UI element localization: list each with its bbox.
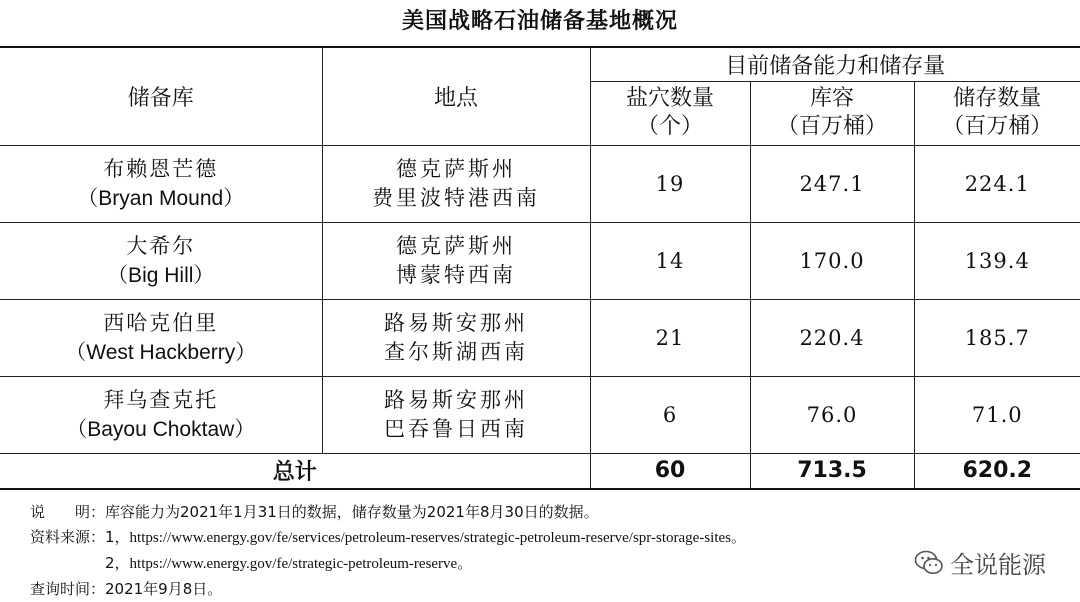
header-inventory-label: 储存数量 <box>915 85 1080 113</box>
location-detail: 费里波特港西南 <box>323 184 590 213</box>
cell-capacity: 76.0 <box>750 376 914 453</box>
cell-caverns: 14 <box>590 222 750 299</box>
header-inventory-unit: （百万桶） <box>915 113 1080 141</box>
header-caverns-label: 盐穴数量 <box>591 85 750 113</box>
cell-caverns: 21 <box>590 299 750 376</box>
footnotes <box>30 500 746 602</box>
location-detail: 查尔斯湖西南 <box>323 338 590 367</box>
spr-table <box>0 46 1080 490</box>
header-group: 目前储备能力和储存量 <box>590 47 1080 81</box>
note-source-1 <box>30 525 746 551</box>
header-caverns-unit: （个） <box>591 113 750 141</box>
cell-inventory: 71.0 <box>914 376 1080 453</box>
cell-capacity: 247.1 <box>750 145 914 222</box>
location-state: 德克萨斯州 <box>323 232 590 261</box>
location-state: 德克萨斯州 <box>323 155 590 184</box>
site-name <box>0 222 322 299</box>
page-title: 美国战略石油储备基地概况 <box>0 4 1080 35</box>
site-location <box>322 145 590 222</box>
site-location <box>322 376 590 453</box>
location-detail: 博蒙特西南 <box>323 261 590 290</box>
site-name <box>0 299 322 376</box>
cell-capacity: 170.0 <box>750 222 914 299</box>
cell-caverns: 19 <box>590 145 750 222</box>
header-caverns <box>590 81 750 145</box>
watermark-text: 全说能源 <box>950 545 1046 580</box>
cell-inventory: 139.4 <box>914 222 1080 299</box>
table-row <box>0 222 1080 299</box>
cell-inventory: 224.1 <box>914 145 1080 222</box>
wechat-icon <box>914 550 944 576</box>
site-name-cn: 大希尔 <box>0 232 322 261</box>
table-row <box>0 376 1080 453</box>
source-1-url: https://www.energy.gov/fe/services/petroleum-reserves/strategic-petroleum-reserve/spr-storage-sites。 <box>130 530 746 546</box>
site-name-en: （Big Hill） <box>0 261 322 290</box>
site-name-en: （Bryan Mound） <box>0 184 322 213</box>
header-location: 地点 <box>322 47 590 145</box>
total-caverns: 60 <box>590 453 750 489</box>
site-name-en: （West Hackberry） <box>0 338 322 367</box>
header-site: 储备库 <box>0 47 322 145</box>
table-row <box>0 145 1080 222</box>
header-capacity-label: 库容 <box>751 85 914 113</box>
location-detail: 巴吞鲁日西南 <box>323 415 590 444</box>
total-capacity: 713.5 <box>750 453 914 489</box>
site-location <box>322 299 590 376</box>
site-name-cn: 布赖恩芒德 <box>0 155 322 184</box>
total-row <box>0 453 1080 489</box>
site-name-cn: 西哈克伯里 <box>0 309 322 338</box>
header-capacity-unit: （百万桶） <box>751 113 914 141</box>
cell-caverns: 6 <box>590 376 750 453</box>
site-name-cn: 拜乌查克托 <box>0 386 322 415</box>
note-source-2 <box>30 551 746 577</box>
header-inventory <box>914 81 1080 145</box>
cell-inventory: 185.7 <box>914 299 1080 376</box>
location-state: 路易斯安那州 <box>323 386 590 415</box>
location-state: 路易斯安那州 <box>323 309 590 338</box>
total-inventory: 620.2 <box>914 453 1080 489</box>
source-2-url: https://www.energy.gov/fe/strategic-petroleum-reserve。 <box>130 556 473 572</box>
note-explanation: 说 明：库容能力为2021年1月31日的数据，储存数量为2021年8月30日的数据。 <box>30 500 746 525</box>
watermark <box>914 545 1046 580</box>
site-name <box>0 145 322 222</box>
cell-capacity: 220.4 <box>750 299 914 376</box>
site-name-en: （Bayou Choktaw） <box>0 415 322 444</box>
note-query-date: 查询时间：2021年9月8日。 <box>30 577 746 602</box>
source-2-prefix: 2， <box>30 554 130 572</box>
source-1-prefix: 资料来源：1， <box>30 528 130 546</box>
site-name <box>0 376 322 453</box>
total-label: 总计 <box>0 453 590 489</box>
header-capacity <box>750 81 914 145</box>
table-row <box>0 299 1080 376</box>
site-location <box>322 222 590 299</box>
